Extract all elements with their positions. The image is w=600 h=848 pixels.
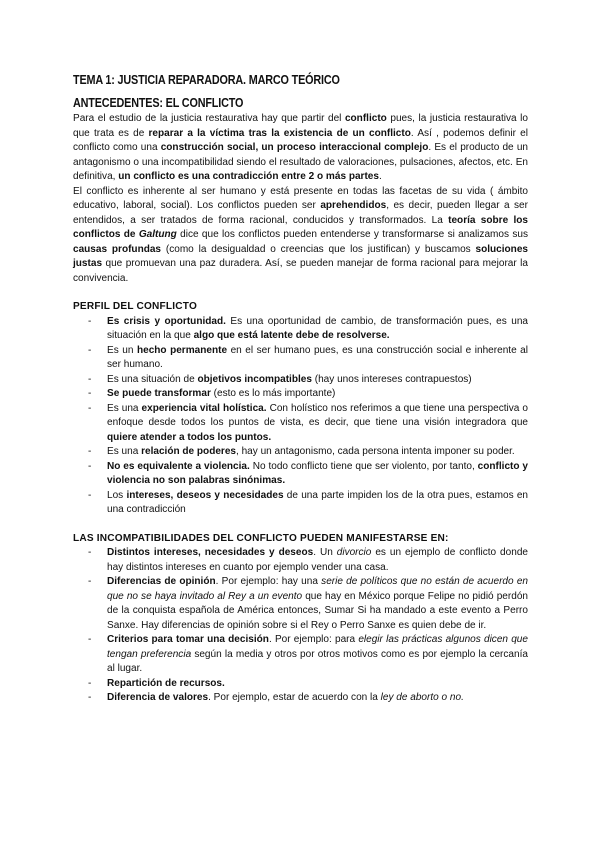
italic-text: divorcio [336,547,372,558]
dash-bullet: - [88,402,92,414]
dash-bullet: - [88,373,92,385]
document-page [73,72,528,706]
dash-bullet: - [88,489,92,501]
bold-text: teoría sobre los conflictos de [73,214,528,240]
text-run: que hay en México porque Felipe no pidió perdón de la conquista española de América entonces, Sumar Si ha mandado a este evento a Perro Sanxe. Hay diferencias de opinión sobre si el Rey o Perro Sanxe es quien debe de ir. [107,590,528,631]
text-run: en el ser humano pues, es una construcción social e inherente al ser humano. [107,344,529,370]
text-run: Con holístico nos referimos a que tiene una perspectiva o enfoque desde todos los puntos de vista, es decir, que tiene una visión integradora que [107,402,529,428]
perfil-heading: PERFIL DEL CONFLICTO [73,301,198,312]
dash-bullet: - [88,547,92,558]
dash-bullet: - [88,677,92,689]
list-item [73,633,528,677]
dash-bullet: - [88,388,92,399]
bold-text: Criterios para tomar una decisión [107,634,269,645]
text-run: Los [107,489,127,501]
bold-text: hecho permanente [136,344,228,356]
list-item [73,460,528,489]
text-run: pues, la justicia restaurativa lo que trata es de [73,113,528,139]
bold-text: No es equivalente a violencia. [107,460,250,472]
bold-text: experiencia vital holística. [141,402,267,414]
text-run: . Por ejemplo: hay una [215,576,322,587]
text-run: que promuevan una paz duradera. Así, se pueden manejar de forma racional para mejorar la convivencia. [73,258,528,284]
dash-bullet: - [88,460,92,472]
italic-text: elegir las prácticas algunos dicen que tengan preferencia [107,634,528,660]
list-item [73,402,528,446]
list-item [73,344,528,373]
list-item [73,445,528,460]
dash-bullet: - [88,344,92,356]
bold-text: reparar a la víctima tras la existencia de un conflicto [148,127,411,139]
bold-text: causas profundas [73,243,162,255]
text-run: de una parte impiden los de la otra pues, estamos en una contradicción [107,489,528,515]
text-run: Es un [107,344,137,356]
bold-text: objetivos incompatibles [197,373,312,385]
bold-text: Galtung [138,229,177,240]
text-run: . Así , podemos definir el conflicto como una [73,127,529,153]
bold-text: Diferencias de opinión [107,576,216,587]
bold-text: Se puede transformar [107,388,211,399]
dash-bullet: - [88,576,92,587]
list-item [73,546,528,575]
text-run: . Por ejemplo, estar de acuerdo con la [208,692,381,703]
bold-text: aprehendidos [320,200,387,211]
text-run: es un ejemplo de conflicto donde hay distintos intereses en cuanto por ejemplo vender una casa. [107,547,528,573]
bold-text: relación de poderes [141,446,236,457]
text-run: (esto es lo más importante) [210,388,336,399]
section-title-antecedentes: ANTECEDENTES: EL CONFLICTO [73,96,244,110]
list-item [73,387,528,402]
text-run: (hay unos intereses contrapuestos) [311,373,472,385]
list-item [73,677,528,692]
bold-text: conflicto y violencia no son palabras sinónimas. [107,460,529,486]
bold-text: conflicto [344,113,387,124]
text-run: El conflicto es inherente al ser humano y está presente en todas las facetas de su vida ( ámbito educativo, laboral, social). Los conflictos pueden ser [73,185,528,211]
bold-text: un conflicto es una contradicción entre 2 o más partes [118,171,379,182]
text-run: . Es el producto de un antagonismo o una incompatibilidad siendo el resultado de valoraciones, pulsaciones, afectos, etc. En definitiva, [73,142,528,182]
bold-text: soluciones justas [73,243,528,269]
document-title: TEMA 1: JUSTICIA REPARADORA. MARCO TEÓRICO [73,73,340,87]
bold-text: Diferencia de valores [107,692,209,703]
text-run: No todo conflicto tiene que ser violento, por tanto, [249,460,478,472]
dash-bullet: - [88,692,92,703]
perfil-list [73,315,528,518]
text-run: según la media y otros por otros motivos como es por ejemplo la cercanía al lugar. [107,648,528,674]
bold-text: Repartición de recursos. [107,677,225,689]
text-run: (como la desigualdad o creencias que los justifican) y buscamos [161,243,476,255]
incompatibilidades-list [73,546,528,706]
bold-text: intereses, deseos y necesidades [126,489,284,501]
incompatibilidades-heading: LAS INCOMPATIBILIDADES DEL CONFLICTO PUEDEN MANIFESTARSE EN: [73,532,449,544]
bold-text: construcción social, un proceso interaccional complejo [160,142,429,153]
intro-paragraph-2 [73,185,528,287]
bold-text: algo que está latente debe de resolverse. [193,330,390,341]
text-run: dice que los conflictos pueden entenderse y transformarse si analizamos sus [176,229,528,240]
list-item [73,691,528,706]
dash-bullet: - [88,634,92,645]
text-run: Para el estudio de la justicia restaurativa hay que partir del [73,113,345,124]
text-run: Es una situación de [107,373,198,385]
dash-bullet: - [88,315,92,327]
text-run: Es una [107,446,142,457]
dash-bullet: - [88,446,92,457]
list-item [73,315,528,344]
bold-text: Es crisis y oportunidad. [107,315,226,327]
text-run: . Un [313,547,337,558]
text-run: . Por ejemplo: para [268,634,359,645]
bold-text: quiere atender a todos los puntos. [107,431,272,443]
list-item [73,373,528,388]
text-run: , es decir, pueden llegar a ser entendidos, a ser tratados de forma racional, conducidos y transformados. La [73,200,528,226]
list-item [73,575,528,633]
text-run: Es una oportunidad de cambio, de transformación pues, es una situación en la que [107,315,528,341]
text-run: . [378,171,382,182]
list-item [73,489,528,518]
text-run: Es una [107,402,142,414]
italic-text: serie de políticos que no están de acuerdo en que no se haya invitado al Rey a un evento [107,576,529,602]
intro-paragraph-1 [73,112,528,185]
bold-text: Distintos intereses, necesidades y deseos [107,547,314,558]
italic-text: ley de aborto o no. [380,692,464,703]
text-run: , hay un antagonismo, cada persona intenta imponer su poder. [236,446,515,457]
